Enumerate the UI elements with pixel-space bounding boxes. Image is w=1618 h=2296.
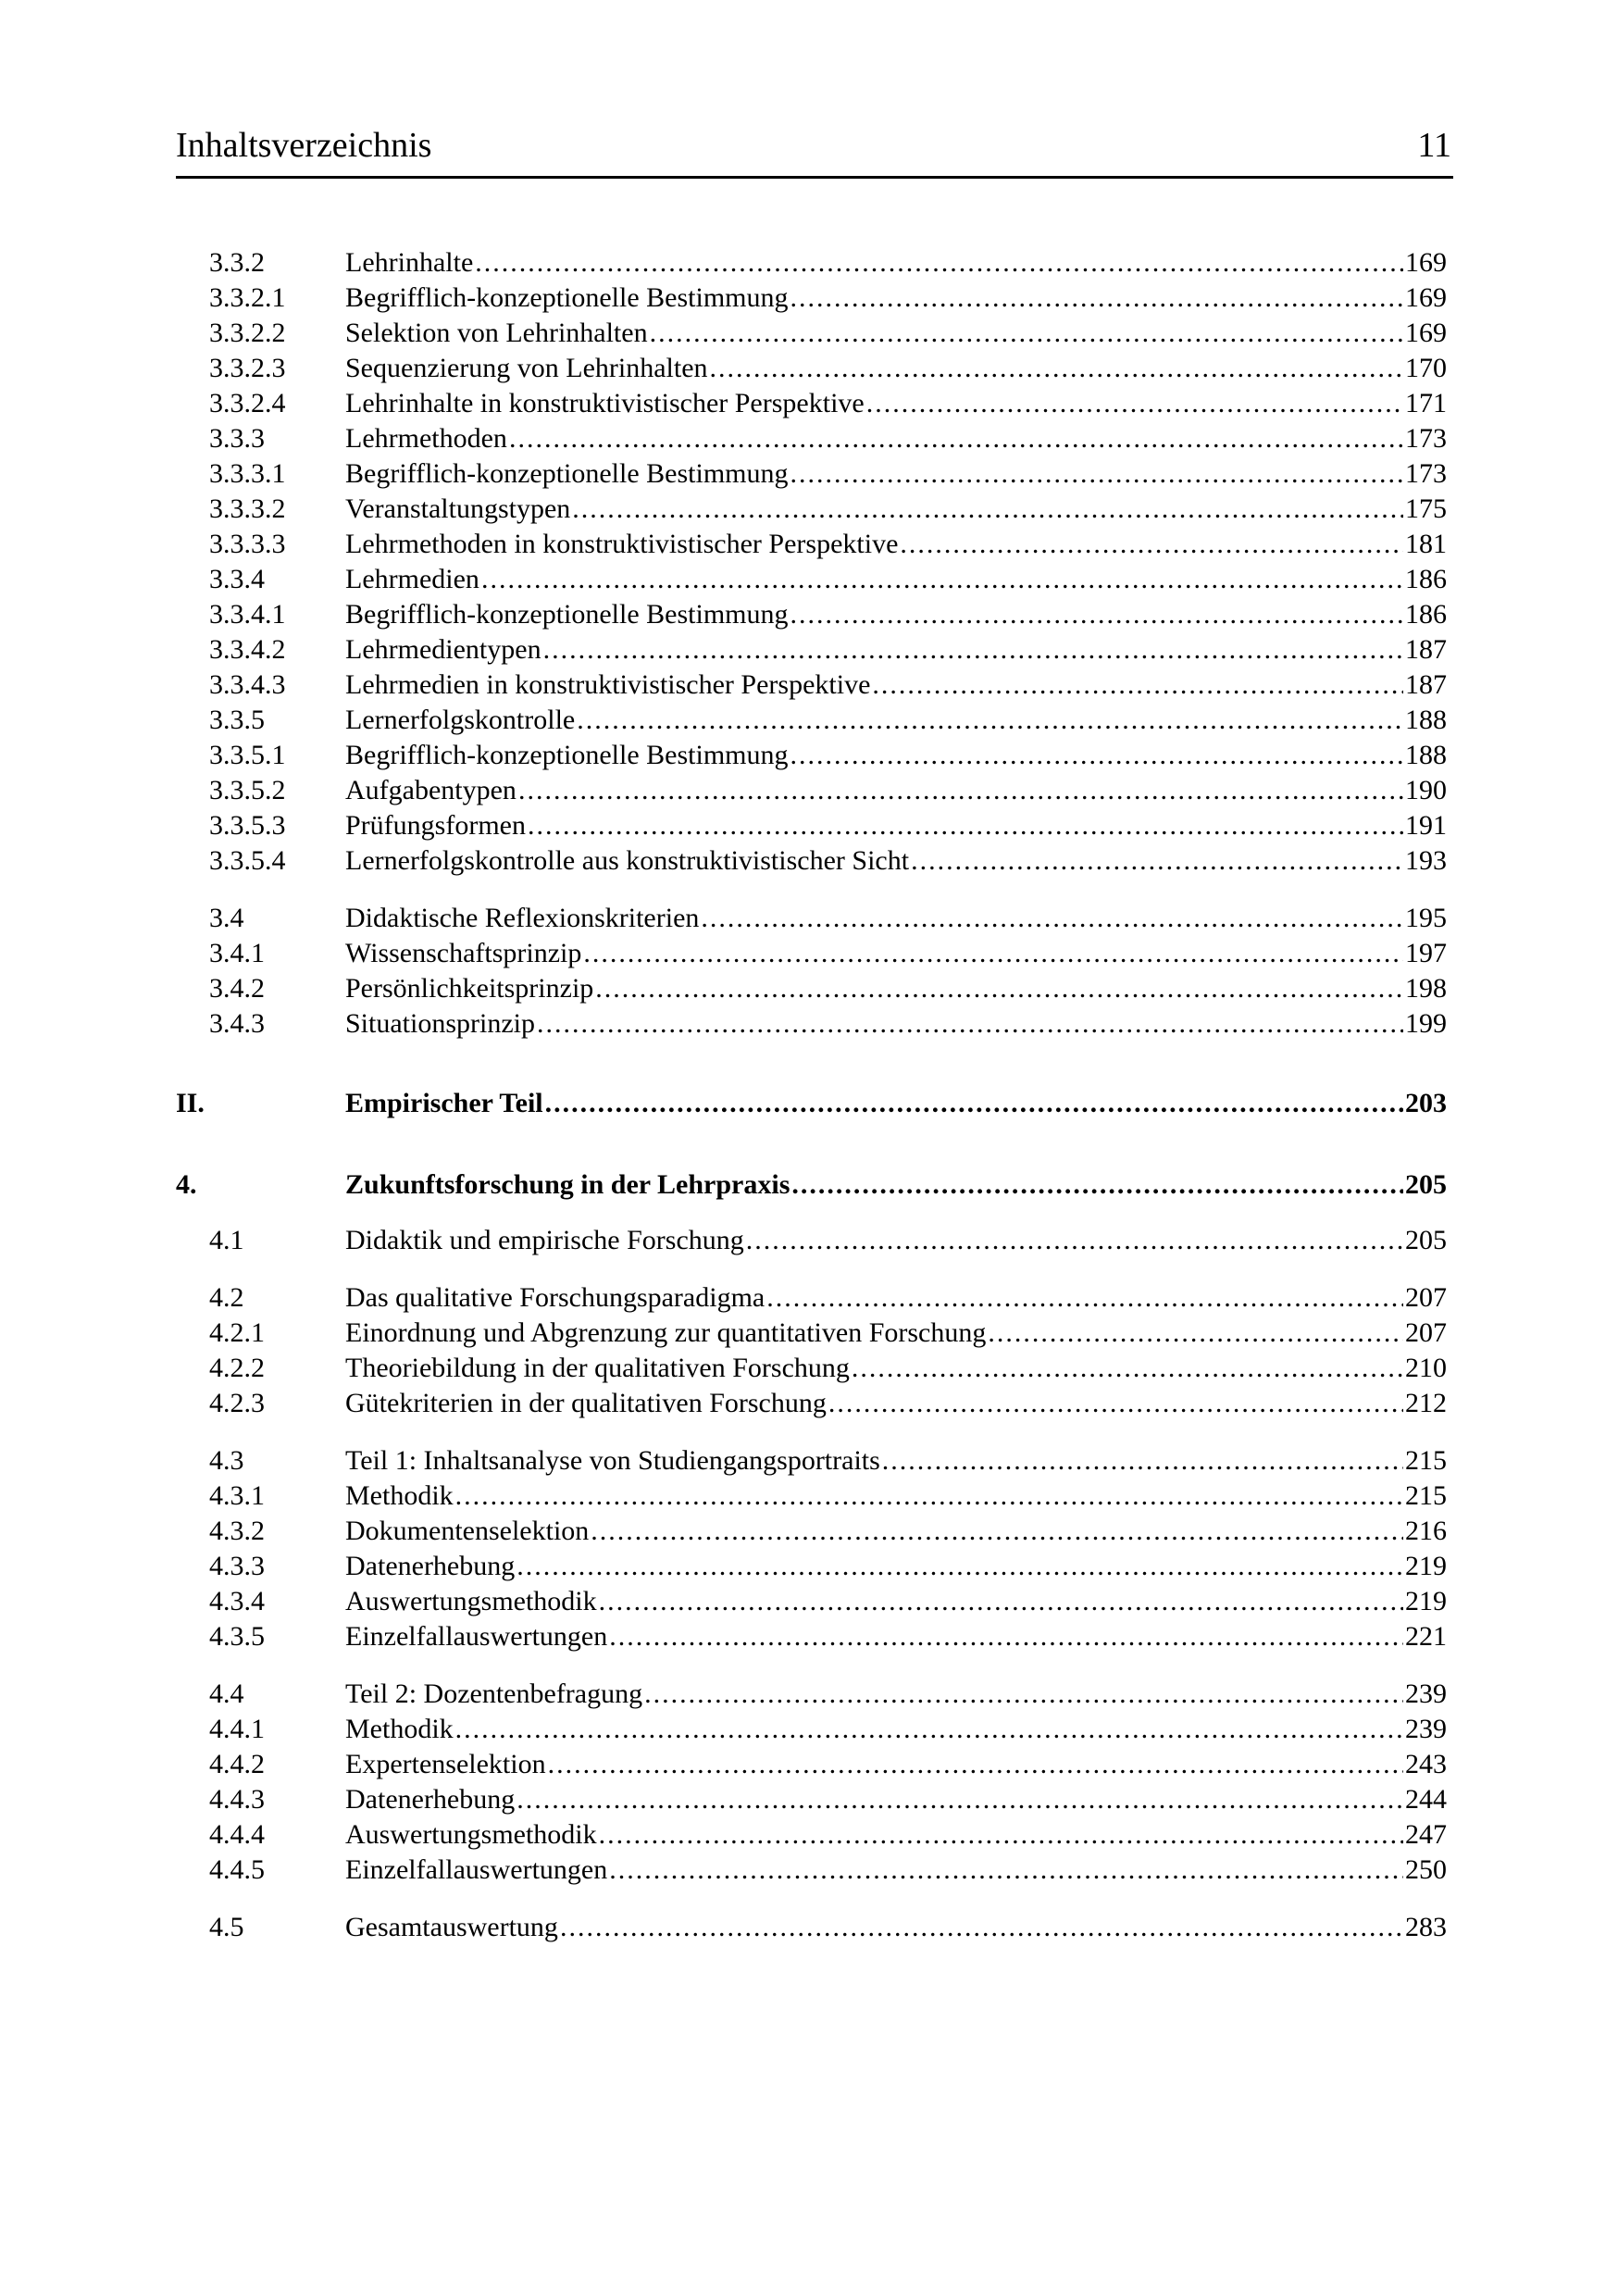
toc-page: 244: [1405, 1784, 1447, 1815]
toc-page: 239: [1405, 1714, 1447, 1744]
toc-leader: [746, 1224, 1403, 1257]
toc-title: Datenerhebung: [345, 1551, 516, 1581]
toc-number: 4.5: [209, 1912, 244, 1942]
toc-number: 4.4.4: [209, 1819, 265, 1850]
toc-entry: [176, 1352, 1447, 1385]
toc-title: Expertenselektion: [345, 1749, 546, 1779]
toc-number: 3.3.5.2: [209, 775, 286, 805]
toc-number: 4.4: [209, 1678, 244, 1709]
toc-leader: [560, 1911, 1403, 1944]
toc-page: 195: [1405, 903, 1447, 933]
toc-entry: [176, 1585, 1447, 1618]
toc-leader: [548, 1748, 1403, 1781]
toc-entry: [176, 844, 1447, 878]
toc-leader: [577, 704, 1403, 737]
toc-page: 215: [1405, 1445, 1447, 1476]
toc-page: 193: [1405, 845, 1447, 876]
toc-page: 170: [1405, 353, 1447, 383]
toc-entry: [176, 1911, 1447, 1944]
toc-title: Teil 1: Inhaltsanalyse von Studiengangsportraits: [345, 1445, 880, 1476]
toc-entry: [176, 317, 1447, 350]
toc-number: 3.4: [209, 903, 244, 933]
toc-entry: [176, 246, 1447, 280]
toc-page: 175: [1405, 493, 1447, 524]
toc-entry: [176, 937, 1447, 970]
toc-leader: [583, 937, 1403, 970]
toc-page: 216: [1405, 1516, 1447, 1546]
toc-page: 210: [1405, 1353, 1447, 1383]
toc-page: 188: [1405, 740, 1447, 770]
toc-leader: [517, 1550, 1403, 1583]
toc-number: 3.3.4: [209, 564, 265, 594]
toc-number: 3.3.2.1: [209, 282, 286, 313]
toc-title: Methodik: [345, 1480, 454, 1511]
toc-leader: [455, 1479, 1403, 1513]
toc-leader: [791, 1168, 1403, 1202]
toc-title: Teil 2: Dozentenbefragung: [345, 1678, 643, 1709]
toc-leader: [790, 598, 1403, 631]
toc-page: 187: [1405, 669, 1447, 700]
toc-page: 283: [1405, 1912, 1447, 1942]
toc-title: Didaktik und empirische Forschung: [345, 1225, 744, 1255]
toc-leader: [543, 633, 1403, 667]
toc-leader: [545, 1087, 1403, 1120]
toc-leader: [518, 774, 1403, 807]
toc-entry: [176, 739, 1447, 772]
toc-title: Lehrmethoden: [345, 423, 507, 454]
toc-page: 212: [1405, 1388, 1447, 1418]
toc-page: 181: [1405, 529, 1447, 559]
toc-entry: [176, 1316, 1447, 1350]
page-title: Inhaltsverzeichnis: [176, 126, 432, 165]
toc-leader: [650, 317, 1403, 350]
toc-entry: [176, 1007, 1447, 1041]
toc-entry: [176, 774, 1447, 807]
toc-entry: [176, 1281, 1447, 1315]
toc-entry: [176, 668, 1447, 702]
toc-page: 188: [1405, 705, 1447, 735]
toc-number: 3.3.5.3: [209, 810, 286, 841]
toc-page: 205: [1405, 1169, 1447, 1200]
toc-title: Selektion von Lehrinhalten: [345, 318, 648, 348]
toc-entry: [176, 1224, 1447, 1257]
toc-page: 203: [1405, 1088, 1447, 1118]
toc-entry: [176, 1678, 1447, 1711]
toc-leader: [599, 1585, 1403, 1618]
toc-page: 190: [1405, 775, 1447, 805]
toc-number: 4.3.2: [209, 1516, 265, 1546]
toc-leader: [701, 902, 1403, 935]
toc-page: 197: [1405, 938, 1447, 968]
toc-title: Prüfungsformen: [345, 810, 526, 841]
toc-title: Einzelfallauswertungen: [345, 1621, 608, 1652]
toc-leader: [599, 1818, 1403, 1852]
toc-leader: [591, 1515, 1403, 1548]
toc-leader: [766, 1281, 1403, 1315]
toc-page: 219: [1405, 1586, 1447, 1616]
toc-number: 4.3.3: [209, 1551, 265, 1581]
toc-entry: [176, 598, 1447, 631]
toc-leader: [517, 1783, 1403, 1816]
toc-title: Datenerhebung: [345, 1784, 516, 1815]
toc-number: 4.3.4: [209, 1586, 265, 1616]
toc-title: Begrifflich-konzeptionelle Bestimmung: [345, 740, 789, 770]
toc-entry: [176, 1387, 1447, 1420]
toc-entry: [176, 809, 1447, 842]
toc-title: Didaktische Reflexionskriterien: [345, 903, 700, 933]
toc-title: Empirischer Teil: [345, 1088, 543, 1118]
toc-page: 186: [1405, 564, 1447, 594]
toc-number: 3.3.3.2: [209, 493, 286, 524]
toc-number: 3.3.5.4: [209, 845, 286, 876]
toc-number: 4.2.3: [209, 1388, 265, 1418]
toc-title: Einordnung und Abgrenzung zur quantitativen Forschung: [345, 1317, 987, 1348]
toc-title: Wissenschaftsprinzip: [345, 938, 582, 968]
toc-leader: [609, 1620, 1403, 1653]
toc-page: 191: [1405, 810, 1447, 841]
toc-entry-chapter: [176, 1168, 1447, 1202]
toc-number: 3.3.2: [209, 247, 265, 278]
toc-page: 207: [1405, 1317, 1447, 1348]
toc-number: 3.3.4.1: [209, 599, 286, 630]
toc-number: 3.3.4.3: [209, 669, 286, 700]
toc-entry: [176, 281, 1447, 315]
toc-title: Veranstaltungstypen: [345, 493, 571, 524]
toc-title: Gesamtauswertung: [345, 1912, 558, 1942]
toc-page: 186: [1405, 599, 1447, 630]
toc-number: 3.3.4.2: [209, 634, 286, 665]
toc-leader: [790, 739, 1403, 772]
toc-title: Auswertungsmethodik: [345, 1819, 597, 1850]
toc-leader: [475, 246, 1403, 280]
toc-number: 3.3.5: [209, 705, 265, 735]
toc-page: 243: [1405, 1749, 1447, 1779]
toc-page: 205: [1405, 1225, 1447, 1255]
toc-page: 169: [1405, 247, 1447, 278]
toc-title: Methodik: [345, 1714, 454, 1744]
toc-page: 219: [1405, 1551, 1447, 1581]
toc-title: Einzelfallauswertungen: [345, 1854, 608, 1885]
toc-page: 247: [1405, 1819, 1447, 1850]
toc-number: 4.4.5: [209, 1854, 265, 1885]
toc-entry: [176, 1620, 1447, 1653]
toc-number: 3.4.2: [209, 973, 265, 1004]
toc-number: 4.: [176, 1169, 197, 1200]
toc-leader: [872, 668, 1403, 702]
toc-number: 4.2: [209, 1282, 244, 1313]
toc-title: Theoriebildung in der qualitativen Forschung: [345, 1353, 850, 1383]
toc-number: 3.3.2.4: [209, 388, 286, 418]
toc-number: 4.3: [209, 1445, 244, 1476]
toc-leader: [528, 809, 1403, 842]
toc-title: Begrifflich-konzeptionelle Bestimmung: [345, 458, 789, 489]
toc-number: 4.2.2: [209, 1353, 265, 1383]
page-number: 11: [1417, 126, 1451, 165]
toc-leader: [790, 457, 1403, 491]
toc-entry: [176, 1818, 1447, 1852]
toc-title: Begrifflich-konzeptionelle Bestimmung: [345, 282, 789, 313]
toc-entry: [176, 352, 1447, 385]
toc-title: Lehrmedientypen: [345, 634, 541, 665]
toc-entry: [176, 1479, 1447, 1513]
toc-number: 4.4.3: [209, 1784, 265, 1815]
toc-entry: [176, 422, 1447, 455]
toc-leader: [866, 387, 1403, 420]
toc-entry: [176, 563, 1447, 596]
toc-entry: [176, 633, 1447, 667]
toc-number: 4.4.1: [209, 1714, 265, 1744]
toc-title: Auswertungsmethodik: [345, 1586, 597, 1616]
toc-entry-part: [176, 1087, 1447, 1120]
toc-page: 239: [1405, 1678, 1447, 1709]
toc-entry: [176, 1783, 1447, 1816]
toc-number: 3.3.2.3: [209, 353, 286, 383]
toc-leader: [900, 528, 1403, 561]
toc-leader: [609, 1853, 1403, 1887]
toc-page: 171: [1405, 388, 1447, 418]
toc-number: 3.3.2.2: [209, 318, 286, 348]
toc-page: 215: [1405, 1480, 1447, 1511]
toc-entry: [176, 1444, 1447, 1478]
toc-page: 198: [1405, 973, 1447, 1004]
toc-title: Lehrmedien in konstruktivistischer Perspektive: [345, 669, 871, 700]
toc-page: 169: [1405, 318, 1447, 348]
toc-leader: [828, 1387, 1403, 1420]
toc-number: 3.3.3.3: [209, 529, 286, 559]
toc-page: 250: [1405, 1854, 1447, 1885]
toc-entry: [176, 704, 1447, 737]
toc-title: Lernerfolgskontrolle: [345, 705, 576, 735]
toc-entry: [176, 387, 1447, 420]
toc-entry: [176, 1550, 1447, 1583]
toc-leader: [911, 844, 1403, 878]
toc-title: Aufgabentypen: [345, 775, 517, 805]
toc-title: Lehrmedien: [345, 564, 479, 594]
toc-leader: [790, 281, 1403, 315]
toc-leader: [882, 1444, 1403, 1478]
toc-number: 3.4.1: [209, 938, 265, 968]
toc-number: 4.3.5: [209, 1621, 265, 1652]
toc-leader: [537, 1007, 1403, 1041]
toc-leader: [988, 1316, 1403, 1350]
toc-leader: [455, 1713, 1403, 1746]
toc-entry: [176, 493, 1447, 526]
toc-page: 199: [1405, 1008, 1447, 1039]
toc-title: Begrifflich-konzeptionelle Bestimmung: [345, 599, 789, 630]
toc-number: II.: [176, 1088, 205, 1118]
toc-title: Persönlichkeitsprinzip: [345, 973, 594, 1004]
toc-leader: [852, 1352, 1403, 1385]
toc-entry: [176, 1748, 1447, 1781]
toc-number: 4.4.2: [209, 1749, 265, 1779]
toc-page: 187: [1405, 634, 1447, 665]
toc-leader: [710, 352, 1403, 385]
toc-page: 173: [1405, 423, 1447, 454]
toc-number: 4.1: [209, 1225, 244, 1255]
toc-page: 207: [1405, 1282, 1447, 1313]
toc-title: Lehrinhalte in konstruktivistischer Perspektive: [345, 388, 865, 418]
toc-number: 3.3.5.1: [209, 740, 286, 770]
toc-title: Lernerfolgskontrolle aus konstruktivistischer Sicht: [345, 845, 910, 876]
toc-entry: [176, 457, 1447, 491]
toc-entry: [176, 528, 1447, 561]
toc-title: Dokumentenselektion: [345, 1516, 590, 1546]
toc-title: Zukunftsforschung in der Lehrpraxis: [345, 1169, 790, 1200]
toc-number: 3.4.3: [209, 1008, 265, 1039]
toc-entry: [176, 1853, 1447, 1887]
toc-number: 3.3.3.1: [209, 458, 286, 489]
toc-title: Lehrinhalte: [345, 247, 474, 278]
toc-entry: [176, 1515, 1447, 1548]
toc-number: 4.2.1: [209, 1317, 265, 1348]
toc-leader: [572, 493, 1403, 526]
toc-title: Das qualitative Forschungsparadigma: [345, 1282, 765, 1313]
toc-number: 4.3.1: [209, 1480, 265, 1511]
toc-leader: [644, 1678, 1403, 1711]
toc-title: Situationsprinzip: [345, 1008, 535, 1039]
toc-page: 221: [1405, 1621, 1447, 1652]
toc-entry: [176, 1713, 1447, 1746]
toc-number: 3.3.3: [209, 423, 265, 454]
toc-page: 173: [1405, 458, 1447, 489]
toc-leader: [481, 563, 1403, 596]
toc-leader: [509, 422, 1403, 455]
toc-entry: [176, 902, 1447, 935]
toc-title: Gütekriterien in der qualitativen Forschung: [345, 1388, 827, 1418]
toc-leader: [595, 972, 1403, 1005]
toc-title: Lehrmethoden in konstruktivistischer Perspektive: [345, 529, 899, 559]
toc-page: 169: [1405, 282, 1447, 313]
toc-title: Sequenzierung von Lehrinhalten: [345, 353, 708, 383]
toc-entry: [176, 972, 1447, 1005]
